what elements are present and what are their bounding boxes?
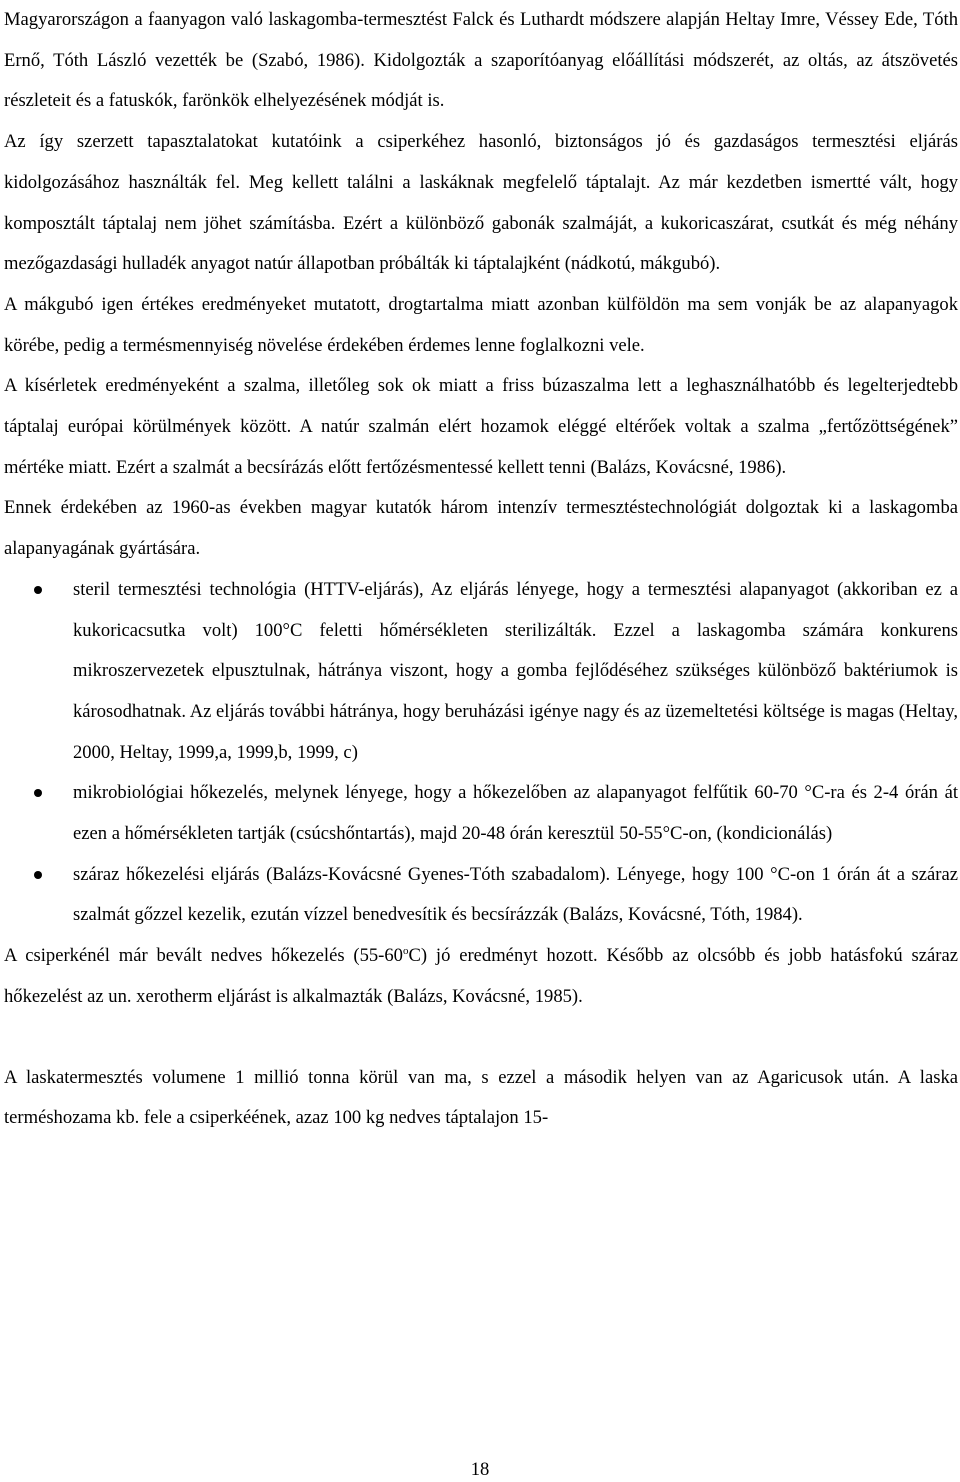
paragraph-poppy-capsule: A mákgubó igen értékes eredményeket mutatott, drogtartalma miatt azonban külföldön ma sem vonják be az alapanyagok körébe, pedig a termésmennyiség növelése érdekében érdemes lenne foglalkozni vele. (4, 293, 958, 356)
paragraph-substrate-research: Az így szerzett tapasztalatokat kutatóink a csiperkéhez hasonló, biztonságos jó és gazdaságos termesztési eljárás kidolgozásához használták fel. Meg kellett találni a laskáknak megfelelő táptalajt. Az már kezdetben ismertté vált, hogy komposztált táptalaj nem jöhet számításba. Ezért a különböző gabonák szalmáját, a kukoricaszárat, csutkát és még néhány mezőgazdasági hulladék anyagot natúr állapotban próbálták ki táptalajként (nádkotú, mákgubó). (4, 131, 958, 275)
list-item-text: száraz hőkezelési eljárás (Balázs-Kovácsné Gyenes-Tóth szabadalom). Lényege, hogy 100 °C-on 1 órán át a száraz szalmát gőzzel kezelik, ezután vízzel benedvesítik és becsírázzák (Balázs, Kovácsné, Tóth, 1984). (73, 863, 958, 926)
heat-text-before: A csiperkénél már bevált nedves hőkezelés (55-60 (4, 945, 403, 967)
page-number: 18 (470, 1459, 490, 1480)
paragraph-heat-treatment (4, 936, 958, 1017)
list-item (4, 570, 958, 774)
paragraph-introduction: Magyarországon a faanyagon való laskagomba-termesztést Falck és Luthardt módszere alapján Heltay Imre, Véssey Ede, Tóth Ernő, Tóth László vezették be (Szabó, 1986). Kidolgozták a szaporítóanyag előállítási módszerét, az oltás, az átszövetés részleteit és a fatuskók, farönkök elhelyezésének módját is. (4, 9, 958, 112)
page-body (4, 0, 958, 1139)
list-item-text: steril termesztési technológia (HTTV-eljárás), Az eljárás lényege, hogy a termesztési alapanyagot (akkoriban ez a kukoricacsutka volt) 100°C feletti hőmérsékleten sterilizálták. Ezzel a laskagomba számára konkurens mikroszervezetek elpusztulnak, hátránya viszont, hogy a gomba fejlődéséhez szükséges különböző baktériumok is károsodhatnak. Az eljárás további hátránya, hogy beruházási igénye nagy és az üzemeltetési költsége is magas (Heltay, 2000, Heltay, 1999,a, 1999,b, 1999, c) (73, 578, 958, 763)
paragraph-straw-results: A kísérletek eredményeként a szalma, illetőleg sok ok miatt a friss búzaszalma lett a leghasználhatóbb és legelterjedtebb táptalaj európai körülmények között. A natúr szalmán elért hozamok eléggé eltérőek voltak a szalma „fertőzöttségének” mértéke miatt. Ezért a szalmát a becsírázás előtt fertőzésmentessé kellett tenni (Balázs, Kovácsné, 1986). (4, 375, 958, 478)
degree-superscript: o (402, 945, 409, 958)
paragraph-technologies-intro: Ennek érdekében az 1960-as években magyar kutatók három intenzív termesztéstechnológiát dolgoztak ki a laskagomba alapanyagának gyártására. (4, 497, 958, 560)
bullet-icon (34, 789, 42, 797)
list-item (4, 855, 958, 936)
bullet-icon (34, 871, 42, 879)
paragraph-production-volume: A laskatermesztés volumene 1 millió tonna körül van ma, s ezzel a második helyen van az Agaricusok után. A laska terméshozama kb. fele a csiperkéének, azaz 100 kg nedves táptalajon 15- (4, 1066, 958, 1129)
heat-text-after: C) jó eredményt hozott. Később az olcsóbb és jobb hatásfokú száraz hőkezelést az un. xerotherm eljárást is alkalmazták (Balázs, Kovácsné, 1985). (4, 945, 958, 1007)
bullet-icon (34, 586, 42, 594)
list-item (4, 773, 958, 854)
technology-list (4, 570, 958, 936)
list-item-text: mikrobiológiai hőkezelés, melynek lényege, hogy a hőkezelőben az alapanyagot felfűtik 60-70 °C-ra és 2-4 órán át ezen a hőmérsékleten tartják (csúcshőntartás), majd 20-48 órán keresztül 50-55°C-on, (kondicionálás) (73, 782, 958, 845)
